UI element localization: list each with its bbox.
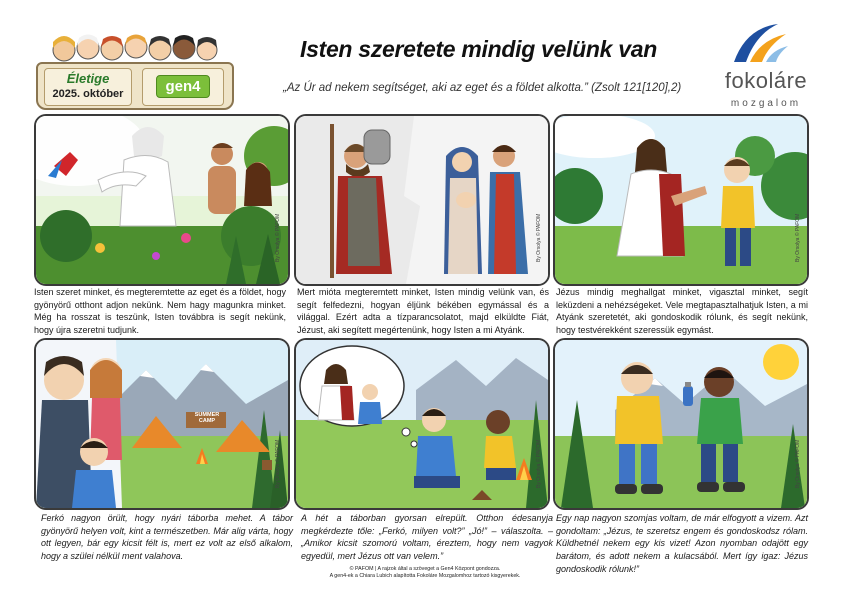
caption-jesus-child: Jézus mindig meghallgat minket, vigasztal minket, segít leküzdeni a nehézségeket. Vele megtapasztalhatjuk Isten, a mi Atyánk szeretetét, aki gondoskodik rólunk, és segít nekünk, hogy testvérekként szeressük egymást. — [556, 287, 808, 336]
panel-moses-nativity — [294, 114, 550, 286]
panel-jesus-child — [553, 114, 809, 286]
credit-panel-6: By Orsolya © PAFOM — [795, 439, 801, 488]
footer-credits — [300, 566, 550, 580]
bible-quote: „Az Úr ad nekem segítséget, aki az eget és a földet alkotta.” (Zsolt 121[120],2) — [283, 82, 682, 94]
caption-campfire: A hét a táborban gyorsan elrepült. Otthon édesanyja megkérdezte tőle: „Ferkó, milyen volt?” „Jó!” – válaszolta. – „Amikor kicsit szomorú voltam, éreztem, hogy nem vagyok egyedül, mert Jézus ott van velem.” — [301, 513, 553, 562]
badge-text — [44, 68, 132, 106]
panel-campfire — [294, 338, 550, 510]
summer-camp-illustration — [36, 340, 288, 508]
org-subtitle: mozgalom — [730, 98, 802, 109]
moses-nativity-illustration — [296, 116, 548, 284]
caption-summer-camp: Ferkó nagyon örült, hogy nyári táborba mehet. A tábor gyönyörű helyen volt, kint a természetben. Már alig várta, hogy ott legyen, bár egy kicsit félt is, mert ez volt az első alkalom, hogy a szülei nélkül ment valahova. — [41, 513, 293, 562]
eletige-badge — [30, 28, 238, 112]
org-name: fokoláre — [724, 68, 808, 93]
credit-panel-4: By Orsolya © PAFOM — [275, 439, 281, 488]
page-title: Isten szeretete mindig velünk van — [300, 36, 657, 62]
credit-panel-3: By Orsolya © PAFOM — [795, 213, 801, 262]
fokolare-logo — [716, 18, 816, 108]
footer-line-2: A gen4-ek a Chiara Lubich alapította Fokoláre Mozgalomhoz tartozó kisgyerekek. — [329, 573, 521, 579]
credit-panel-1: By Orsolya © PAFOM — [275, 213, 281, 262]
open-book — [36, 62, 234, 110]
jesus-child-illustration — [555, 116, 807, 284]
badge-date: 2025. október — [52, 88, 124, 100]
caption-moses-nativity: Mert mióta megteremtett minket, Isten mindig velünk van, és segít felfedezni, hogyan éljünk békében egymással és a világgal. Ezért adta a tízparancsolatot, majd elküldte Fiát, Jézust, aki segített megértenünk, hogy Isten a mi Atyánk. — [297, 287, 549, 336]
badge-title: Életige — [66, 71, 110, 86]
panel-summer-camp — [34, 338, 290, 510]
footer-line-1: © PAFOM | A rajzok által a szöveget a Gen4 Központ gondozza. — [349, 566, 501, 572]
gen4-logo — [142, 68, 224, 106]
credit-panel-2: By Orsolya © PAFOM — [536, 213, 542, 262]
fokolare-swoosh-icon — [716, 18, 816, 68]
caption-creation: Isten szeret minket, és megteremtette az eget és a földet, hogy gyönyörű otthont adjon nekünk. Nem hagy magunkra minket. Még ha rosszat is teszünk, Isten továbbra is segít nekünk, hogy újra szeretni tudjunk. — [34, 287, 286, 336]
caption-water-bottle: Egy nap nagyon szomjas voltam, de már elfogyott a vizem. Azt gondoltam: „Jézus, te szeretsz engem és gondoskodsz rólam. Küldhetnél nekem egy kis vizet! Azon nyomban odajött egy barátom, és adott nekem a kulacsából. Mert így igaz: Jézus gondoskodik rólunk!” — [556, 513, 808, 574]
credit-panel-5: By Orsolya © PAFOM — [536, 439, 542, 488]
panel-creation — [34, 114, 290, 286]
water-bottle-illustration — [555, 340, 807, 508]
creation-illustration — [36, 116, 288, 284]
campfire-illustration — [296, 340, 548, 508]
summer-camp-sign: SUMMER CAMP — [194, 412, 220, 424]
gen4-logo-text: gen4 — [156, 75, 209, 98]
panel-water-bottle — [553, 338, 809, 510]
